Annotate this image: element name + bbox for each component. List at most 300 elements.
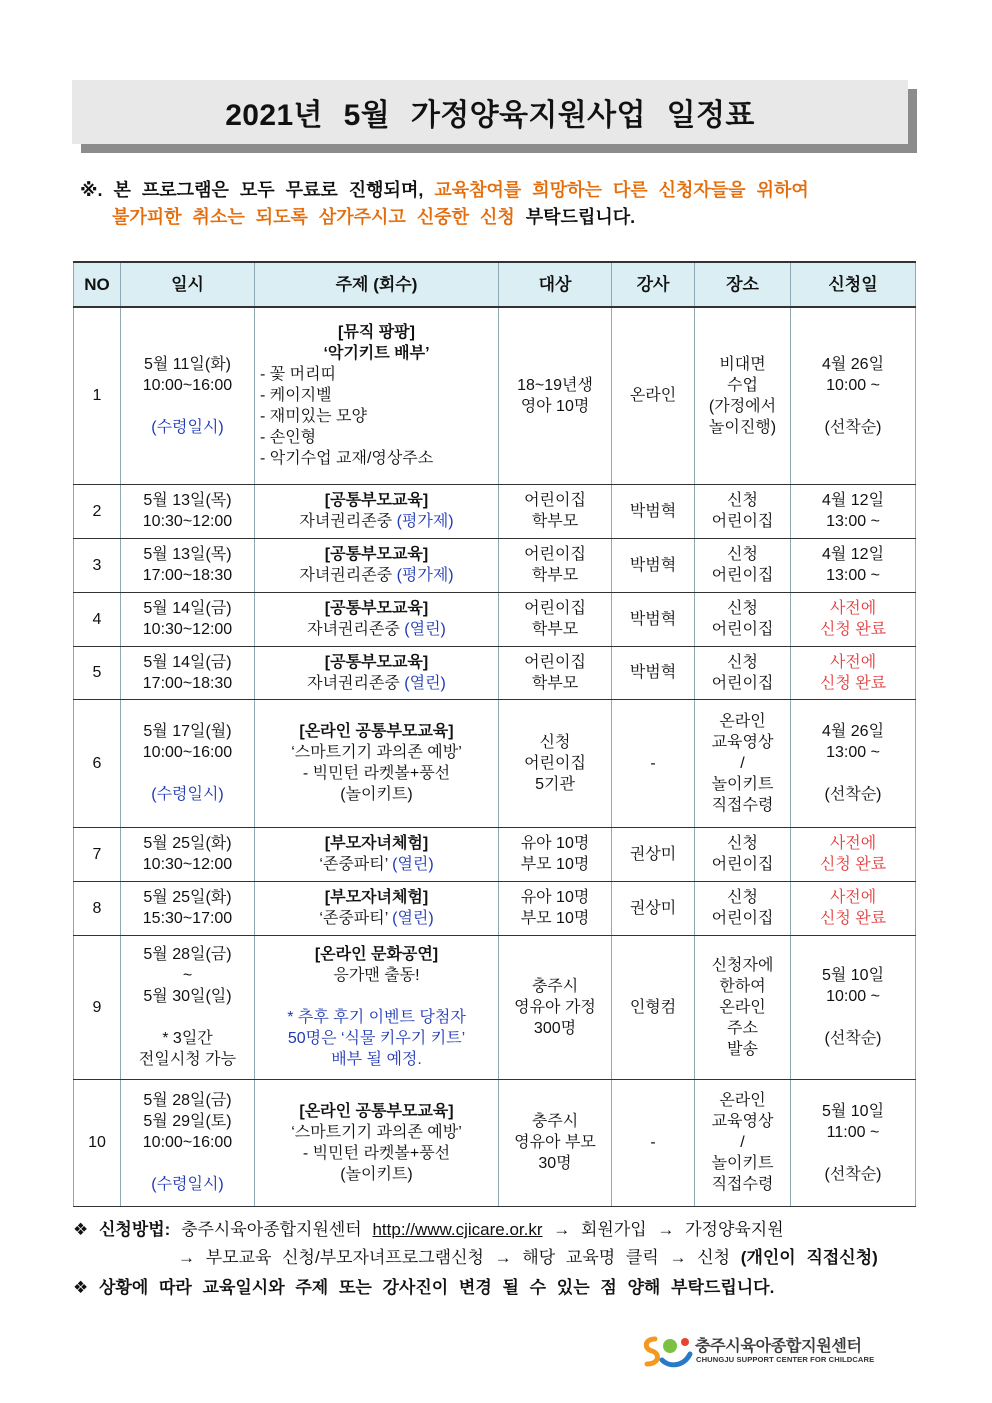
cell-line [501, 833, 609, 854]
cell-line [793, 565, 913, 586]
cell-text: 권상미 [629, 845, 677, 863]
topic-cell [255, 827, 499, 881]
cell-text: 17:00~18:30 [142, 567, 233, 584]
date-cell [121, 307, 255, 484]
date-cell [121, 484, 255, 538]
schedule-body [74, 307, 916, 1206]
cell-text: 어린이집 [524, 600, 586, 617]
cell-line [257, 343, 496, 364]
cell-line [614, 844, 692, 865]
cell-text: / [740, 1134, 745, 1151]
apply-date-cell [791, 881, 916, 935]
cell-line [123, 721, 252, 742]
instructor-cell [612, 484, 695, 538]
notice-line-1 [80, 177, 809, 204]
method-org: 충주시육아종합지원센터 [181, 1220, 362, 1239]
cell-line [257, 652, 496, 673]
cell-text: 신청 [727, 653, 758, 671]
logo-english-name: CHUNGJU SUPPORT CENTER FOR CHILDCARE [696, 1355, 875, 1364]
cell-line [123, 784, 252, 805]
cell-text: ‘스마트기기 과의존 예방’ [291, 1123, 462, 1141]
cell-line [123, 490, 252, 511]
target-cell [499, 935, 612, 1079]
date-cell [121, 646, 255, 699]
apply-date-cell [791, 699, 916, 827]
method-steps: → 부모교육 신청/부모자녀프로그램신청 → 해당 교육명 클릭 → 신청 [178, 1248, 731, 1267]
row-number-cell: 7 [74, 827, 121, 881]
row-number-cell: 10 [74, 1079, 121, 1206]
topic-list-item: - 손인형 [260, 429, 317, 447]
cell-line [793, 544, 913, 565]
change-notice-text: 상황에 따라 교육일시와 주제 또는 강사진이 변경 될 수 있는 점 양해 부탁드립니다. [98, 1278, 775, 1297]
cell-line [257, 1101, 496, 1122]
cell-text: - [650, 754, 656, 772]
page-title: 2021년 5월 가정양육지원사업 일정표 [225, 99, 755, 132]
cell-blank-line [123, 396, 252, 417]
topic-cell [255, 881, 499, 935]
place-cell [695, 699, 791, 827]
cell-text: 영아 10명 [520, 397, 590, 415]
cell-blank-line [793, 1007, 913, 1028]
cell-line [697, 354, 788, 375]
cell-line [257, 908, 496, 929]
cell-line [697, 711, 788, 732]
cell-line [257, 673, 496, 694]
cell-line [614, 385, 692, 406]
cell-line [697, 417, 788, 438]
apply-date-cell [791, 484, 916, 538]
row-number-cell: 4 [74, 592, 121, 646]
target-cell [499, 699, 612, 827]
cell-line [501, 887, 609, 908]
cell-line [697, 774, 788, 795]
cell-text: 10:00~16:00 [142, 744, 233, 761]
cell-text: 유아 10명 [520, 889, 590, 906]
cell-line [697, 652, 788, 673]
logo-icon [640, 1334, 694, 1368]
cell-text: 18~19년생 [517, 376, 593, 394]
cell-line [697, 908, 788, 929]
cell-line [793, 375, 913, 396]
cell-line [793, 417, 913, 438]
cell-blank-line [793, 396, 913, 417]
cell-text: 박범혁 [629, 610, 677, 628]
cell-line [123, 544, 252, 565]
website-link[interactable]: http://www.cjicare.or.kr [372, 1220, 543, 1239]
cell-line [257, 721, 496, 742]
cell-text: 권상미 [629, 899, 677, 917]
place-cell [695, 1079, 791, 1206]
cell-line [257, 490, 496, 511]
cell-line [697, 396, 788, 417]
cell-line [123, 565, 252, 586]
cell-line [697, 887, 788, 908]
cell-line [123, 619, 252, 640]
schedule-row [74, 827, 916, 881]
cell-line [123, 1049, 252, 1070]
instructor-cell [612, 646, 695, 699]
cell-text: 10:30~12:00 [142, 621, 233, 638]
cell-text: 충주시 [531, 977, 579, 995]
cell-line [793, 742, 913, 763]
cell-text: * 3일간 [162, 1030, 213, 1047]
cell-line [257, 1007, 496, 1028]
apply-date-cell [791, 935, 916, 1079]
cell-text: 신청 완료 [819, 856, 887, 873]
cell-text: 신청 [727, 546, 758, 563]
cell-line [793, 986, 913, 1007]
schedule-row [74, 935, 916, 1079]
cell-text: 학부모 [531, 674, 579, 692]
cell-text: 5월 13일(목) [143, 546, 232, 563]
instructor-cell [612, 307, 695, 484]
cell-text: 사전에 [829, 600, 877, 617]
cell-text: 10:00~16:00 [142, 1134, 233, 1151]
cell-text: 자녀권리존중 [307, 621, 405, 638]
cell-line [614, 753, 692, 774]
cell-line [257, 544, 496, 565]
cell-text: 17:00~18:30 [142, 674, 233, 692]
target-cell [499, 827, 612, 881]
cell-text: 온라인 [719, 1092, 766, 1109]
cell-line [501, 375, 609, 396]
cell-text: 4월 26일 [821, 723, 885, 740]
cell-blank-line [793, 1143, 913, 1164]
cell-text: 사전에 [829, 835, 877, 852]
schedule-row [74, 538, 916, 592]
cell-line [123, 511, 252, 532]
topic-list-item: - 케이지벨 [260, 387, 332, 405]
cell-line [501, 854, 609, 875]
apply-date-cell [791, 1079, 916, 1206]
cell-text: (선착순) [824, 1030, 882, 1047]
cell-line [614, 898, 692, 919]
cell-text: (열린) [404, 674, 446, 692]
target-cell [499, 538, 612, 592]
cell-line [793, 1164, 913, 1185]
cell-line [257, 565, 496, 586]
cell-line [501, 774, 609, 795]
cell-text: 박범혁 [629, 664, 677, 681]
schedule-row [74, 646, 916, 699]
cell-text: 신청 완료 [819, 621, 887, 638]
application-method-line-1 [73, 1218, 784, 1242]
cell-text: [공통부모교육] [324, 492, 429, 509]
cell-text: 5월 10일 [821, 967, 885, 984]
cell-text: [뮤직 팡팡] [338, 324, 415, 342]
cell-text: (수령일시) [151, 418, 224, 436]
change-notice-line [73, 1276, 774, 1300]
cell-line [501, 490, 609, 511]
cell-line [697, 544, 788, 565]
row-number-cell: 5 [74, 646, 121, 699]
cell-text: 10:30~12:00 [142, 856, 233, 873]
cell-text: 온라인 [629, 387, 677, 405]
cell-line [257, 322, 496, 343]
cell-text: - [650, 1134, 656, 1151]
topic-cell [255, 484, 499, 538]
cell-text: 온라인 [719, 998, 766, 1016]
cell-text: 신청 [727, 492, 758, 509]
topic-list-item: - 꽃 머리띠 [260, 366, 337, 384]
cell-line [123, 598, 252, 619]
cell-line [257, 887, 496, 908]
cell-line [697, 732, 788, 753]
cell-line [501, 511, 609, 532]
cell-text: 신청 [727, 600, 758, 617]
cell-line [793, 354, 913, 375]
cell-blank-line [123, 1007, 252, 1028]
cell-text: 4월 26일 [821, 355, 885, 373]
instructor-cell [612, 1079, 695, 1206]
cell-text: 학부모 [531, 621, 579, 638]
center-logo [640, 1332, 876, 1372]
topic-cell [255, 592, 499, 646]
diamond-bullet-icon: ❖ [73, 1278, 89, 1297]
place-cell [695, 592, 791, 646]
method-note: (개인이 직접신청) [740, 1248, 878, 1267]
cell-text: 사전에 [829, 889, 877, 906]
instructor-cell [612, 827, 695, 881]
cell-text: 영유아 가정 [514, 998, 596, 1016]
cell-line [123, 652, 252, 673]
cell-text: 11:00 ~ [826, 1123, 880, 1141]
topic-list-item: - 악기수업 교재/영상주소 [260, 450, 434, 468]
cell-text: 자녀권리존중 [299, 567, 397, 584]
cell-line [501, 565, 609, 586]
cell-text: (가정에서 [708, 397, 777, 415]
cell-line [793, 887, 913, 908]
notice-highlight: 교육참여를 희망하는 다른 신청자들을 위하여 [434, 180, 809, 200]
cell-text: 신청자에 [711, 956, 774, 974]
apply-date-cell [791, 592, 916, 646]
cell-line [123, 1132, 252, 1153]
cell-text: 5기관 [535, 775, 575, 793]
title-banner [72, 80, 908, 144]
date-cell [121, 1079, 255, 1206]
cell-line [793, 1122, 913, 1143]
cell-text: (열린) [392, 910, 434, 927]
apply-date-cell [791, 538, 916, 592]
cell-line [123, 944, 252, 965]
cell-text: 어린이집 [524, 653, 586, 671]
cell-text: 놀이키트 [711, 775, 774, 793]
cell-line [501, 732, 609, 753]
cell-text: 50명은 ‘식물 키우기 키트’ [287, 1030, 466, 1047]
cell-line [697, 1018, 788, 1039]
schedule-header [74, 262, 916, 307]
cell-text: [공통부모교육] [324, 546, 429, 563]
cell-line [697, 673, 788, 694]
cell-line [793, 908, 913, 929]
cell-text: 교육영상 [711, 1113, 774, 1130]
cell-line [697, 1039, 788, 1060]
cell-text: 5월 28일(금) [143, 946, 232, 963]
schedule-row [74, 699, 916, 827]
notice-line-2 [80, 204, 809, 231]
cell-line [501, 619, 609, 640]
cell-line [123, 375, 252, 396]
topic-cell [255, 538, 499, 592]
cell-blank-line [793, 763, 913, 784]
notice-text: 부탁드립니다. [525, 207, 636, 227]
cell-text: (선착순) [824, 1165, 882, 1183]
row-number-cell: 8 [74, 881, 121, 935]
target-cell [499, 592, 612, 646]
cell-line [501, 976, 609, 997]
cell-line [123, 965, 252, 986]
cell-text: 직접수령 [711, 796, 774, 814]
cell-text: 5월 14일(금) [143, 600, 232, 617]
cell-line [257, 1028, 496, 1049]
header-topic: 주제 (회수) [255, 262, 499, 307]
cell-text: 부모 10명 [520, 856, 590, 873]
cell-blank-line [123, 1153, 252, 1174]
cell-text: 직접수령 [711, 1176, 774, 1193]
cell-text: 비대면 [719, 355, 766, 373]
cell-line [501, 1153, 609, 1174]
cell-text: 5월 29일(토) [143, 1113, 232, 1130]
cell-line [123, 1090, 252, 1111]
cell-line [697, 955, 788, 976]
topic-cell [255, 699, 499, 827]
cell-line [257, 598, 496, 619]
cell-line [697, 795, 788, 816]
cell-text: ‘악기키트 배부’ [323, 345, 430, 363]
cell-line [257, 833, 496, 854]
cell-line [123, 354, 252, 375]
cell-line [257, 619, 496, 640]
cell-line [123, 417, 252, 438]
place-cell [695, 827, 791, 881]
schedule-row [74, 592, 916, 646]
notice-highlight: 불가피한 취소는 되도록 삼가주시고 신중한 신청 [112, 207, 515, 227]
row-number-cell: 1 [74, 307, 121, 484]
schedule-row [74, 484, 916, 538]
cell-text: (선착순) [824, 418, 882, 436]
cell-blank-line [257, 986, 496, 1007]
cell-line [257, 784, 496, 805]
cell-line [697, 753, 788, 774]
cell-text: (수령일시) [151, 1176, 224, 1193]
cell-line [501, 908, 609, 929]
date-cell [121, 935, 255, 1079]
cell-line [501, 652, 609, 673]
cell-text: 5월 10일 [821, 1102, 885, 1120]
cell-text: 어린이집 [711, 621, 774, 638]
cell-text: 13:00 ~ [826, 567, 880, 584]
cell-blank-line [123, 763, 252, 784]
cell-text: 10:30~12:00 [142, 513, 233, 530]
apply-date-cell [791, 827, 916, 881]
cell-line [697, 833, 788, 854]
topic-cell [255, 307, 499, 484]
target-cell [499, 307, 612, 484]
cell-text: 영유아 부모 [514, 1134, 596, 1151]
cell-line [793, 854, 913, 875]
cell-line [614, 662, 692, 683]
date-cell [121, 699, 255, 827]
cell-text: 신청 [727, 889, 758, 906]
cell-line [501, 997, 609, 1018]
cell-text: 사전에 [829, 653, 877, 671]
cell-text: 300명 [533, 1019, 577, 1037]
topic-list-item: - 재미있는 모양 [260, 408, 367, 426]
cell-line [123, 1174, 252, 1195]
apply-date-cell [791, 307, 916, 484]
cell-text: 어린이집 [711, 856, 774, 873]
cell-line [793, 1028, 913, 1049]
cell-line [501, 544, 609, 565]
target-cell [499, 484, 612, 538]
cell-line [257, 1049, 496, 1070]
cell-line [697, 565, 788, 586]
cell-text: 어린이집 [711, 567, 774, 584]
diamond-bullet-icon: ❖ [73, 1220, 89, 1239]
target-cell [499, 646, 612, 699]
cell-text: [공통부모교육] [324, 653, 429, 671]
place-cell [695, 935, 791, 1079]
cell-line [614, 1132, 692, 1153]
cell-text: 어린이집 [524, 754, 586, 772]
cell-text: / [740, 754, 745, 772]
cell-text: 인형컴 [629, 998, 677, 1016]
cell-line [501, 753, 609, 774]
cell-text: 5월 28일(금) [143, 1092, 232, 1109]
cell-text: 학부모 [531, 513, 579, 530]
place-cell [695, 538, 791, 592]
header-place: 장소 [695, 262, 791, 307]
row-number-cell: 2 [74, 484, 121, 538]
instructor-cell [612, 538, 695, 592]
cell-line [501, 598, 609, 619]
cell-line [257, 763, 496, 784]
cell-line [793, 721, 913, 742]
date-cell [121, 592, 255, 646]
cell-text: 신청 완료 [819, 910, 887, 927]
cell-line [697, 490, 788, 511]
method-label: 신청방법: [98, 1220, 171, 1239]
cell-text: 15:30~17:00 [142, 910, 233, 927]
cell-line [123, 1111, 252, 1132]
logo-name: 충주시육아종합지원센터 [695, 1338, 862, 1355]
cell-line [257, 742, 496, 763]
cell-text: 놀이키트 [711, 1155, 774, 1172]
cell-line [697, 997, 788, 1018]
cell-text: (열린) [392, 856, 434, 873]
cell-line [257, 965, 496, 986]
cell-text: [공통부모교육] [324, 600, 429, 617]
cell-text: (열린) [404, 621, 446, 638]
cell-line [501, 396, 609, 417]
cell-text: [온라인 공통부모교육] [299, 723, 454, 740]
cell-text: 5월 25일(화) [143, 835, 232, 852]
cell-text: (놀이키트) [340, 1165, 413, 1183]
cell-line [793, 511, 913, 532]
header-row [74, 262, 916, 307]
row-number-cell: 6 [74, 699, 121, 827]
header-no: NO [74, 262, 121, 307]
cell-line [614, 609, 692, 630]
cell-line [697, 1174, 788, 1195]
cell-line [257, 944, 496, 965]
topic-cell [255, 1079, 499, 1206]
cell-line [614, 997, 692, 1018]
cell-text: - 빅민턴 라켓볼+풍선 [302, 1144, 451, 1162]
cell-text: 10:00~16:00 [142, 376, 233, 394]
method-steps: → 회원가입 → 가정양육지원 [553, 1220, 784, 1239]
header-instructor: 강사 [612, 262, 695, 307]
